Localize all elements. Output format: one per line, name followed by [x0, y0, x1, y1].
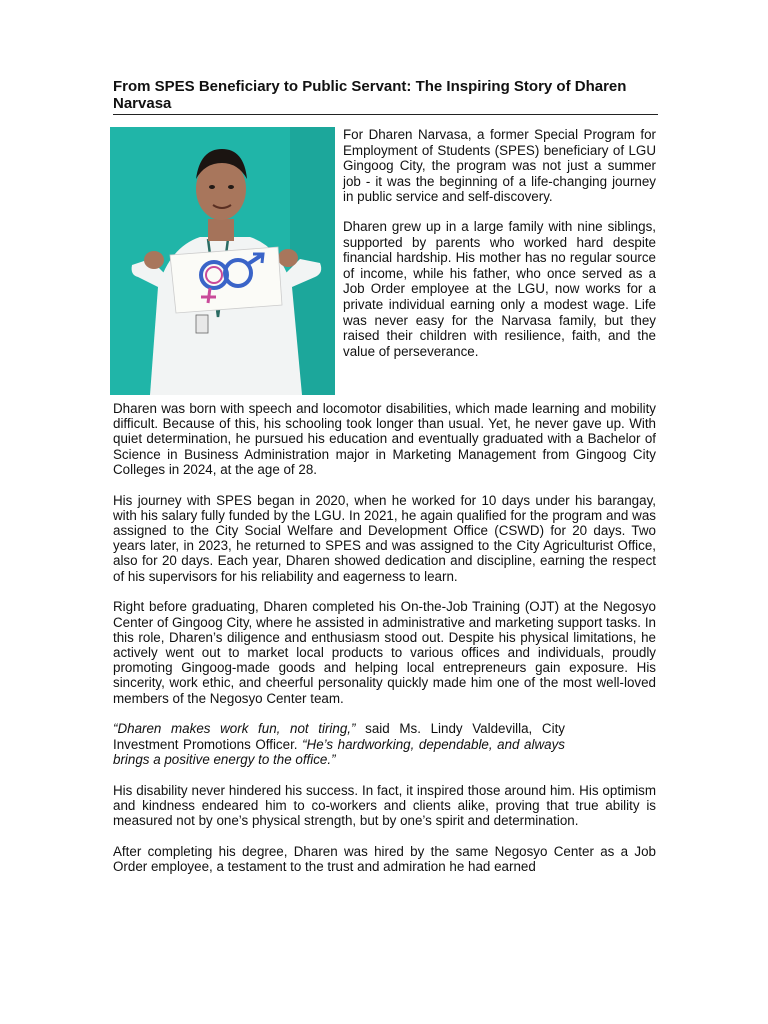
family-paragraph: Dharen grew up in a large family with nine siblings, supported by parents who worked hard despite financial hardship. His mother has no regular source of income, while his father, who once served as a Job Order employee at the LGU, now works for a private individual earning only a modest wage. Life was never easy for the Narvasa family, but they raised their children with resilience, faith, and the value of perseverance.	[343, 218, 656, 359]
person-holding-gender-symbol-drawing-icon	[110, 127, 335, 395]
testimonial-quote	[113, 721, 565, 767]
quote-attribution: said Ms. Lindy Valdevilla, City Investment Promotions Officer.	[113, 721, 565, 752]
intro-paragraph: For Dharen Narvasa, a former Special Program for Employment of Students (SPES) beneficiary of LGU Gingoog City, the program was not just a summer job - it was the beginning of a life-changing journey in public service and self-discovery.	[343, 127, 656, 205]
disability-paragraph: His disability never hindered his success. In fact, it inspired those around him. His optimism and kindness endeared him to co-workers and clients alike, proving that true ability is measured not by one’s physical strength, but by one’s spirit and determination.	[113, 782, 656, 829]
article-title: From SPES Beneficiary to Public Servant: The Inspiring Story of Dharen Narvasa	[113, 78, 658, 115]
quote-part-2: “He’s hardworking, dependable, and always brings a positive energy to the office.”	[113, 736, 565, 767]
ojt-paragraph: Right before graduating, Dharen completed his On-the-Job Training (OJT) at the Negosyo Center of Gingoog City, where he assisted in administrative and marketing support tasks. In this role, Dharen’s diligence and enthusiasm stood out. Despite his physical limitations, he actively went out to market local products to various offices and individuals, proudly promoting Gingoog-made goods and helping local entrepreneurs gain exposure. His sincerity, work ethic, and cheerful personality quickly made him one of the most well-loved members of the Negosyo Center team.	[113, 599, 656, 706]
spes-journey-paragraph: His journey with SPES began in 2020, when he worked for 10 days under his barangay, with his salary fully funded by the LGU. In 2021, he again qualified for the program and was assigned to the City Social Welfare and Development Office (CSWD) for 20 days. Two years later, in 2023, he returned to SPES and was assigned to the City Agriculturist Office, also for 20 days. Each year, Dharen showed dedication and discipline, earning the respect of his supervisors for his reliability and eagerness to learn.	[113, 492, 656, 584]
education-paragraph: Dharen was born with speech and locomotor disabilities, which made learning and mobility difficult. Because of this, his schooling took longer than usual. Yet, he never gave up. With quiet determination, he pursued his education and eventually graduated with a Bachelor of Science in Business Administration major in Marketing Management from Gingoog City Colleges in 2024, at the age of 28.	[113, 401, 656, 477]
portrait-photo	[110, 127, 335, 395]
quote-part-1: “Dharen makes work fun, not tiring,”	[113, 721, 356, 737]
article-body	[113, 401, 656, 890]
hired-paragraph: After completing his degree, Dharen was hired by the same Negosyo Center as a Job Order employee, a testament to the trust and admiration he had earned	[113, 843, 656, 875]
intro-column	[343, 127, 656, 373]
